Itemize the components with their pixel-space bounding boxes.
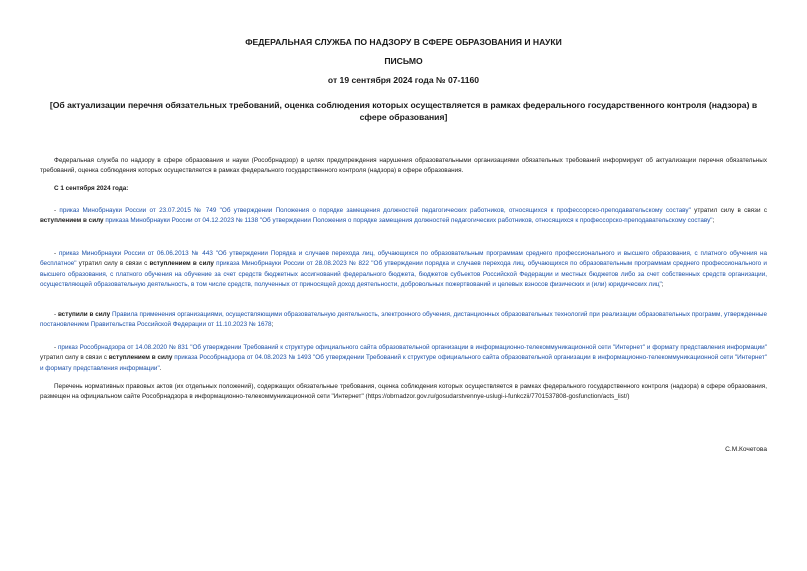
intro-paragraph: Федеральная служба по надзору в сфере образования и науки (Рособрнадзор) в целях предупреждения нарушения образовательными организациями обязательных требований информирует об актуализации перечня обязательных требований, оценка соблюдения которых осуществляется в рамках федерального государственного контроля (надзора) в сфере образования. [40,157,767,175]
item-bold-text: вступили в силу [57,311,111,318]
item-end: ; [661,281,664,289]
item-prefix: - [54,344,58,351]
order-749-link[interactable]: приказ Минобрнауки России от 23.07.2015 № 749 "Об утверждении Положения о порядке замещения должностей педагогических работников, относящихся к профессорско-преподавательскому составу" [59,207,691,214]
item-bold-text: вступлением в силу [149,260,214,268]
item-text: утратил силу в связи с [40,354,109,362]
item-end: ; [712,217,715,225]
since-date-paragraph: С 1 сентября 2024 года: [54,185,129,192]
item-prefix: - [54,311,58,318]
item-bold-text: вступлением в силу [40,217,104,225]
order-443-link[interactable]: приказ Минобрнауки России от 06.06.2013 № 443 "Об утверждении Порядка и случаев перехода лиц, обучающихся по образовательным программам среднего профессионального и высшего образования, с платного обучения на бесплатное" [40,250,767,268]
list-item-2 [40,249,767,291]
order-1493-link[interactable]: приказа Рособрнадзора от 04.08.2023 № 1493 "Об утверждении Требований к структуре официального сайта образовательной организации в информационно-телекоммуникационной сети "Интернет" и формату представления информации" [40,354,768,372]
item-prefix: - [54,250,59,257]
order-822-link[interactable]: приказа Минобрнауки России от 28.08.2023 № 822 "Об утверждении порядка и случаев перехода лиц, обучающихся по образовательным программам среднего профессионального и высшего образования, с платного обучения на обучение за счет средств бюджетных ассигнований федерального бюджета, бюджетов субъектов Российской Федерации и местных бюджетов либо за счет собственных средств организации, осуществляющей образовательную деятельность, в том числе средств, полученных от приносящей доход деятельности, добровольных пожертвований и целевых взносов физических и (или) юридических лиц" [40,260,767,289]
document-title: [Об актуализации перечня обязательных требований, оценка соблюдения которых осуществляется в рамках федерального государственного контроля (надзора) в сфере образования] [49,100,758,122]
closing-paragraph: Перечень нормативных правовых актов (их отдельных положений), содержащих обязательные требования, оценка соблюдения которых осуществляется в рамках федерального государственного контроля (надзора) в сфере образования, размещен на официальном сайте Рособрнадзора в информационно-телекоммуникационной сети "Интернет" (https://obrnadzor.gov.ru/gosudarstvennye-uslugi-i-funkczii/7701537808-gosfunction/acts_list/) [40,383,767,401]
doc-type-heading: ПИСЬМО [384,56,423,66]
list-item-3 [40,310,767,331]
rules-1678-link[interactable]: Правила применения организациями, осуществляющими образовательную деятельность, электронного обучения, дистанционных образовательных технологий при реализации образовательных программ, утвержденные постановлением Правительства Российской Федерации от 11.10.2023 № 1678 [40,311,767,329]
agency-heading: ФЕДЕРАЛЬНАЯ СЛУЖБА ПО НАДЗОРУ В СФЕРЕ ОБРАЗОВАНИЯ И НАУКИ [245,37,562,47]
item-end: ; [271,321,274,329]
order-831-link[interactable]: приказ Рособрнадзора от 14.08.2020 № 831 "Об утверждении Требований к структуре официального сайта образовательной организации в информационно-телекоммуникационной сети "Интернет" и формату представления информации" [58,344,767,351]
item-end: . [159,364,162,372]
list-item-4 [40,343,767,374]
item-text: утратил силу в связи с [690,207,767,214]
item-text: утратил силу в связи с [76,260,150,268]
signature: С.М.Кочетова [725,446,767,453]
list-item-1 [40,206,767,227]
order-1138-link[interactable]: приказа Минобрнауки России от 04.12.2023 № 1138 "Об утверждении Положения о порядке замещения должностей педагогических работников, относящихся к профессорско-преподавательскому составу" [105,217,713,225]
date-number-heading: от 19 сентября 2024 года № 07-1160 [327,75,480,85]
item-prefix: - [54,207,60,214]
item-bold-text: вступлением в силу [108,354,173,362]
